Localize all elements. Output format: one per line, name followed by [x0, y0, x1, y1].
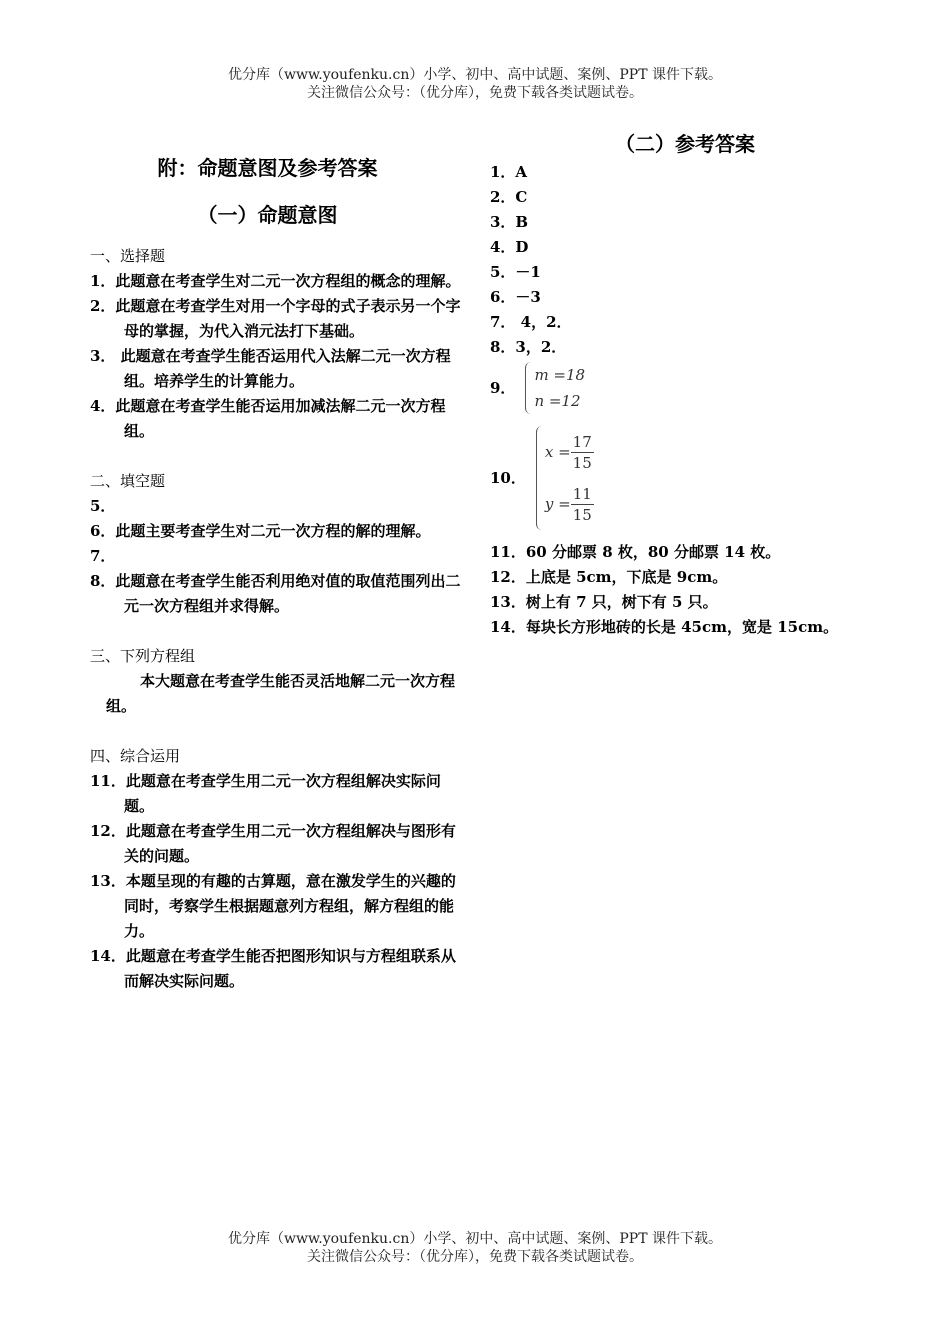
answer-9-label: 9． [490, 378, 516, 397]
answer-item: 6．－3 [490, 288, 541, 306]
intent-item: 12．此题意在考查学生用二元一次方程组解决与图形有关的问题。 [90, 822, 456, 865]
equation-9-line-2: n =12 [534, 392, 581, 410]
answer-item: 7． 4，2． [490, 313, 572, 331]
intent-item: 14．此题意在考查学生能否把图形知识与方程组联系从而解决实际问题。 [90, 947, 456, 990]
page-footer [0, 1230, 950, 1266]
equation-10-var-x: x = [544, 442, 571, 461]
answer-item: 2．C [490, 188, 528, 206]
section-equations-text: 本大题意在考查学生能否灵活地解二元一次方程组。 [106, 672, 456, 715]
answers-title: （二）参考答案 [615, 132, 755, 156]
answer-item: 8．3，2． [490, 338, 567, 356]
equation-system-9 [525, 362, 585, 414]
intent-item: 1．此题意在考查学生对二元一次方程组的概念的理解。 [90, 272, 461, 290]
fraction-x-denominator: 15 [572, 453, 592, 472]
section-application-heading: 四、综合运用 [90, 747, 181, 765]
intent-item: 5． [90, 497, 116, 515]
intent-item: 11．此题意在考查学生用二元一次方程组解决实际问题。 [90, 772, 441, 815]
answer-item: 13．树上有 7 只，树下有 5 只。 [490, 593, 718, 611]
section-equations-heading: 三、下列方程组 [90, 647, 196, 665]
right-column [490, 128, 910, 640]
fraction-y-numerator: 11 [572, 484, 592, 503]
intent-item: 3． 此题意在考查学生能否运用代入法解二元一次方程组。培养学生的计算能力。 [90, 347, 451, 390]
intent-title: （一）命题意图 [197, 203, 338, 227]
answer-item: 12．上底是 5cm，下底是 9cm。 [490, 568, 728, 586]
answer-9 [490, 362, 910, 414]
answer-item: 1．A [490, 163, 528, 181]
intent-item: 4．此题意在考查学生能否运用加减法解二元一次方程组。 [90, 397, 446, 440]
fraction-y [571, 484, 594, 525]
intent-item: 13．本题呈现的有趣的古算题，意在激发学生的兴趣的同时，考察学生根据题意列方程组，解方程组的能力。 [90, 872, 456, 940]
main-title: 附：命题意图及参考答案 [157, 156, 378, 180]
answer-10-label: 10． [490, 468, 526, 487]
left-column [90, 150, 465, 994]
answer-item: 5．－1 [490, 263, 541, 281]
header-line-1: 优分库（www.youfenku.cn）小学、初中、高中试题、案例、PPT 课件下载。 [227, 67, 722, 83]
intent-item: 2．此题意在考查学生对用一个字母的式子表示另一个字母的掌握，为代入消元法打下基础。 [90, 297, 461, 340]
footer-line-1: 优分库（www.youfenku.cn）小学、初中、高中试题、案例、PPT 课件下载。 [227, 1231, 722, 1247]
header-line-2: 关注微信公众号：（优分库），免费下载各类试题试卷。 [307, 85, 643, 101]
equation-10-var-y: y = [544, 494, 571, 513]
fraction-x-numerator: 17 [572, 432, 592, 451]
answer-item: 11．60 分邮票 8 枚，80 分邮票 14 枚。 [490, 543, 781, 561]
equation-system-10 [536, 426, 594, 530]
fraction-x [571, 432, 594, 473]
answer-item: 4．D [490, 238, 529, 256]
answer-item: 14．每块长方形地砖的长是 45cm，宽是 15cm。 [490, 618, 839, 636]
page-header [0, 66, 950, 102]
answer-item: 3．B [490, 213, 529, 231]
fraction-y-denominator: 15 [572, 505, 592, 524]
equation-9-line-1: m =18 [534, 366, 586, 384]
intent-item: 6．此题主要考查学生对二元一次方程的解的理解。 [90, 522, 431, 540]
answer-10 [490, 426, 910, 530]
intent-item: 7． [90, 547, 116, 565]
section-choice-heading: 一、选择题 [90, 247, 166, 265]
section-fill-heading: 二、填空题 [90, 472, 166, 490]
footer-line-2: 关注微信公众号：（优分库），免费下载各类试题试卷。 [307, 1249, 643, 1265]
intent-item: 8．此题意在考查学生能否利用绝对值的取值范围列出二元一次方程组并求得解。 [90, 572, 461, 615]
